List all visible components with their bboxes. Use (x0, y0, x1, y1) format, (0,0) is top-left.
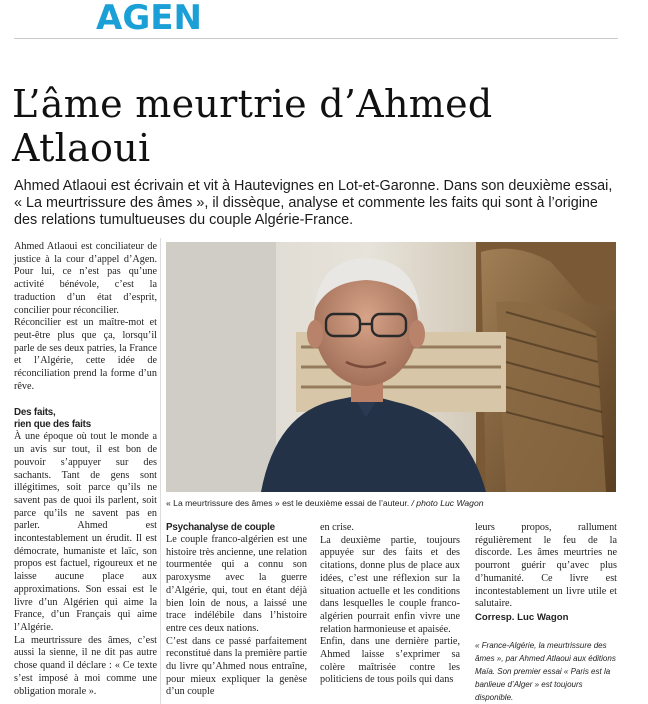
paragraph: Enfin, dans une dernière partie, Ahmed laisse s’exprimer sa colère maîtrisée contre les politiciens de tous poils qui dans (320, 636, 460, 686)
subheading: Des faits, (14, 407, 56, 419)
author-signature: Corresp. Luc Wagon (475, 611, 569, 623)
article-lede: Ahmed Atlaoui est écrivain et vit à Hautevignes en Lot-et-Garonne. Dans son deuxième essai, « La meurtrissure des âmes », il dissèque, analyse et commente les faits qui sont à l’origine des relations tumultueuses du couple Algérie-France. (14, 178, 613, 228)
article-headline: L’âme meurtrie d’Ahmed Atlaoui (12, 82, 493, 170)
author-photo (166, 242, 616, 492)
header-rule (14, 38, 618, 39)
paragraph: en crise. (320, 522, 354, 533)
subheading: rien que des faits (14, 419, 91, 431)
article-column-4 (475, 522, 617, 704)
photo-credit: / photo Luc Wagon (411, 498, 484, 508)
paragraph: À une époque où tout le monde a un avis sur tout, il est bon de pouvoir s’appuyer sur des sachants. Tant de gens sont illégitimes, soit parce qu’ils ne savent pas de quoi ils parlent, soit parce qu’ils ne savent pas en parler. Ahmed est incontestablement un érudit. Il est démocrate, humaniste et laïc, son propos est factuel, rigoureux et ne laisse aucune place aux approximations. Son essai est le livre d’un Algérien qui aime la France, d’un Français qui aime l’Algérie. (14, 431, 157, 633)
paragraph: leurs propos, rallument régulièrement le feu de la discorde. Les âmes meurtries ne pourront guérir qu’avec plus d’humanité. Ce livre est incontestablement un livre utile et salutaire. (475, 522, 617, 610)
subheading: Psychanalyse de couple (166, 522, 275, 533)
article-column-1 (14, 241, 157, 698)
article-column-2 (166, 522, 307, 699)
paragraph: Ahmed Atlaoui est conciliateur de justice à la cour d’appel d’Agen. Pour lui, ce n’est pas qu’une activité bénévole, c’est la traduction d’un état d’esprit, concilier pour réconcilier. (14, 241, 157, 316)
caption-text: « La meurtrissure des âmes » est le deuxième essai de l’auteur. (166, 498, 410, 508)
section-title: AGEN (96, 0, 202, 38)
photo-caption (166, 498, 618, 509)
paragraph: Réconcilier est un maître-mot et peut-être plus que ça, lorsqu’il parle de ses deux patries, la France et l’Algérie, cette idée de réconciliation prend la forme d’un rêve. (14, 317, 157, 392)
paragraph: Le couple franco-algérien est une histoire très ancienne, une relation tourmentée qui a connu son paroxysme avec la guerre d’Algérie, qui, tout en étant déjà bien loin de nous, a laissé une trace indélébile dans l’histoire entre ces deux nations. (166, 534, 307, 634)
paragraph: C’est dans ce passé parfaitement reconstitué dans la première partie du livre qu’Ahmed nous entraîne, pour mieux expliquer la genèse d’un couple (166, 635, 307, 698)
paragraph: La meurtrissure des âmes, c’est aussi la sienne, il ne dit pas autre chose quand il déclare : « Ce texte s’est imposé à moi comme une obligation morale ». (14, 634, 157, 697)
paragraph: La deuxième partie, toujours appuyée sur des faits et des citations, donne plus de place aux idées, c’est une réflexion sur la situation actuelle et les conditions dans lesquelles le couple franco-algérien pourrait enfin vivre une relation harmonieuse et apaisée. (320, 534, 460, 635)
column-separator (160, 238, 161, 704)
book-note: « France-Algérie, la meurtrissure des âmes », par Ahmed Atlaoui aux éditions Maïa. Son premier essai « Paris est la banlieue d’Alger » est toujours disponible. (475, 640, 616, 702)
article-column-3 (320, 522, 460, 687)
